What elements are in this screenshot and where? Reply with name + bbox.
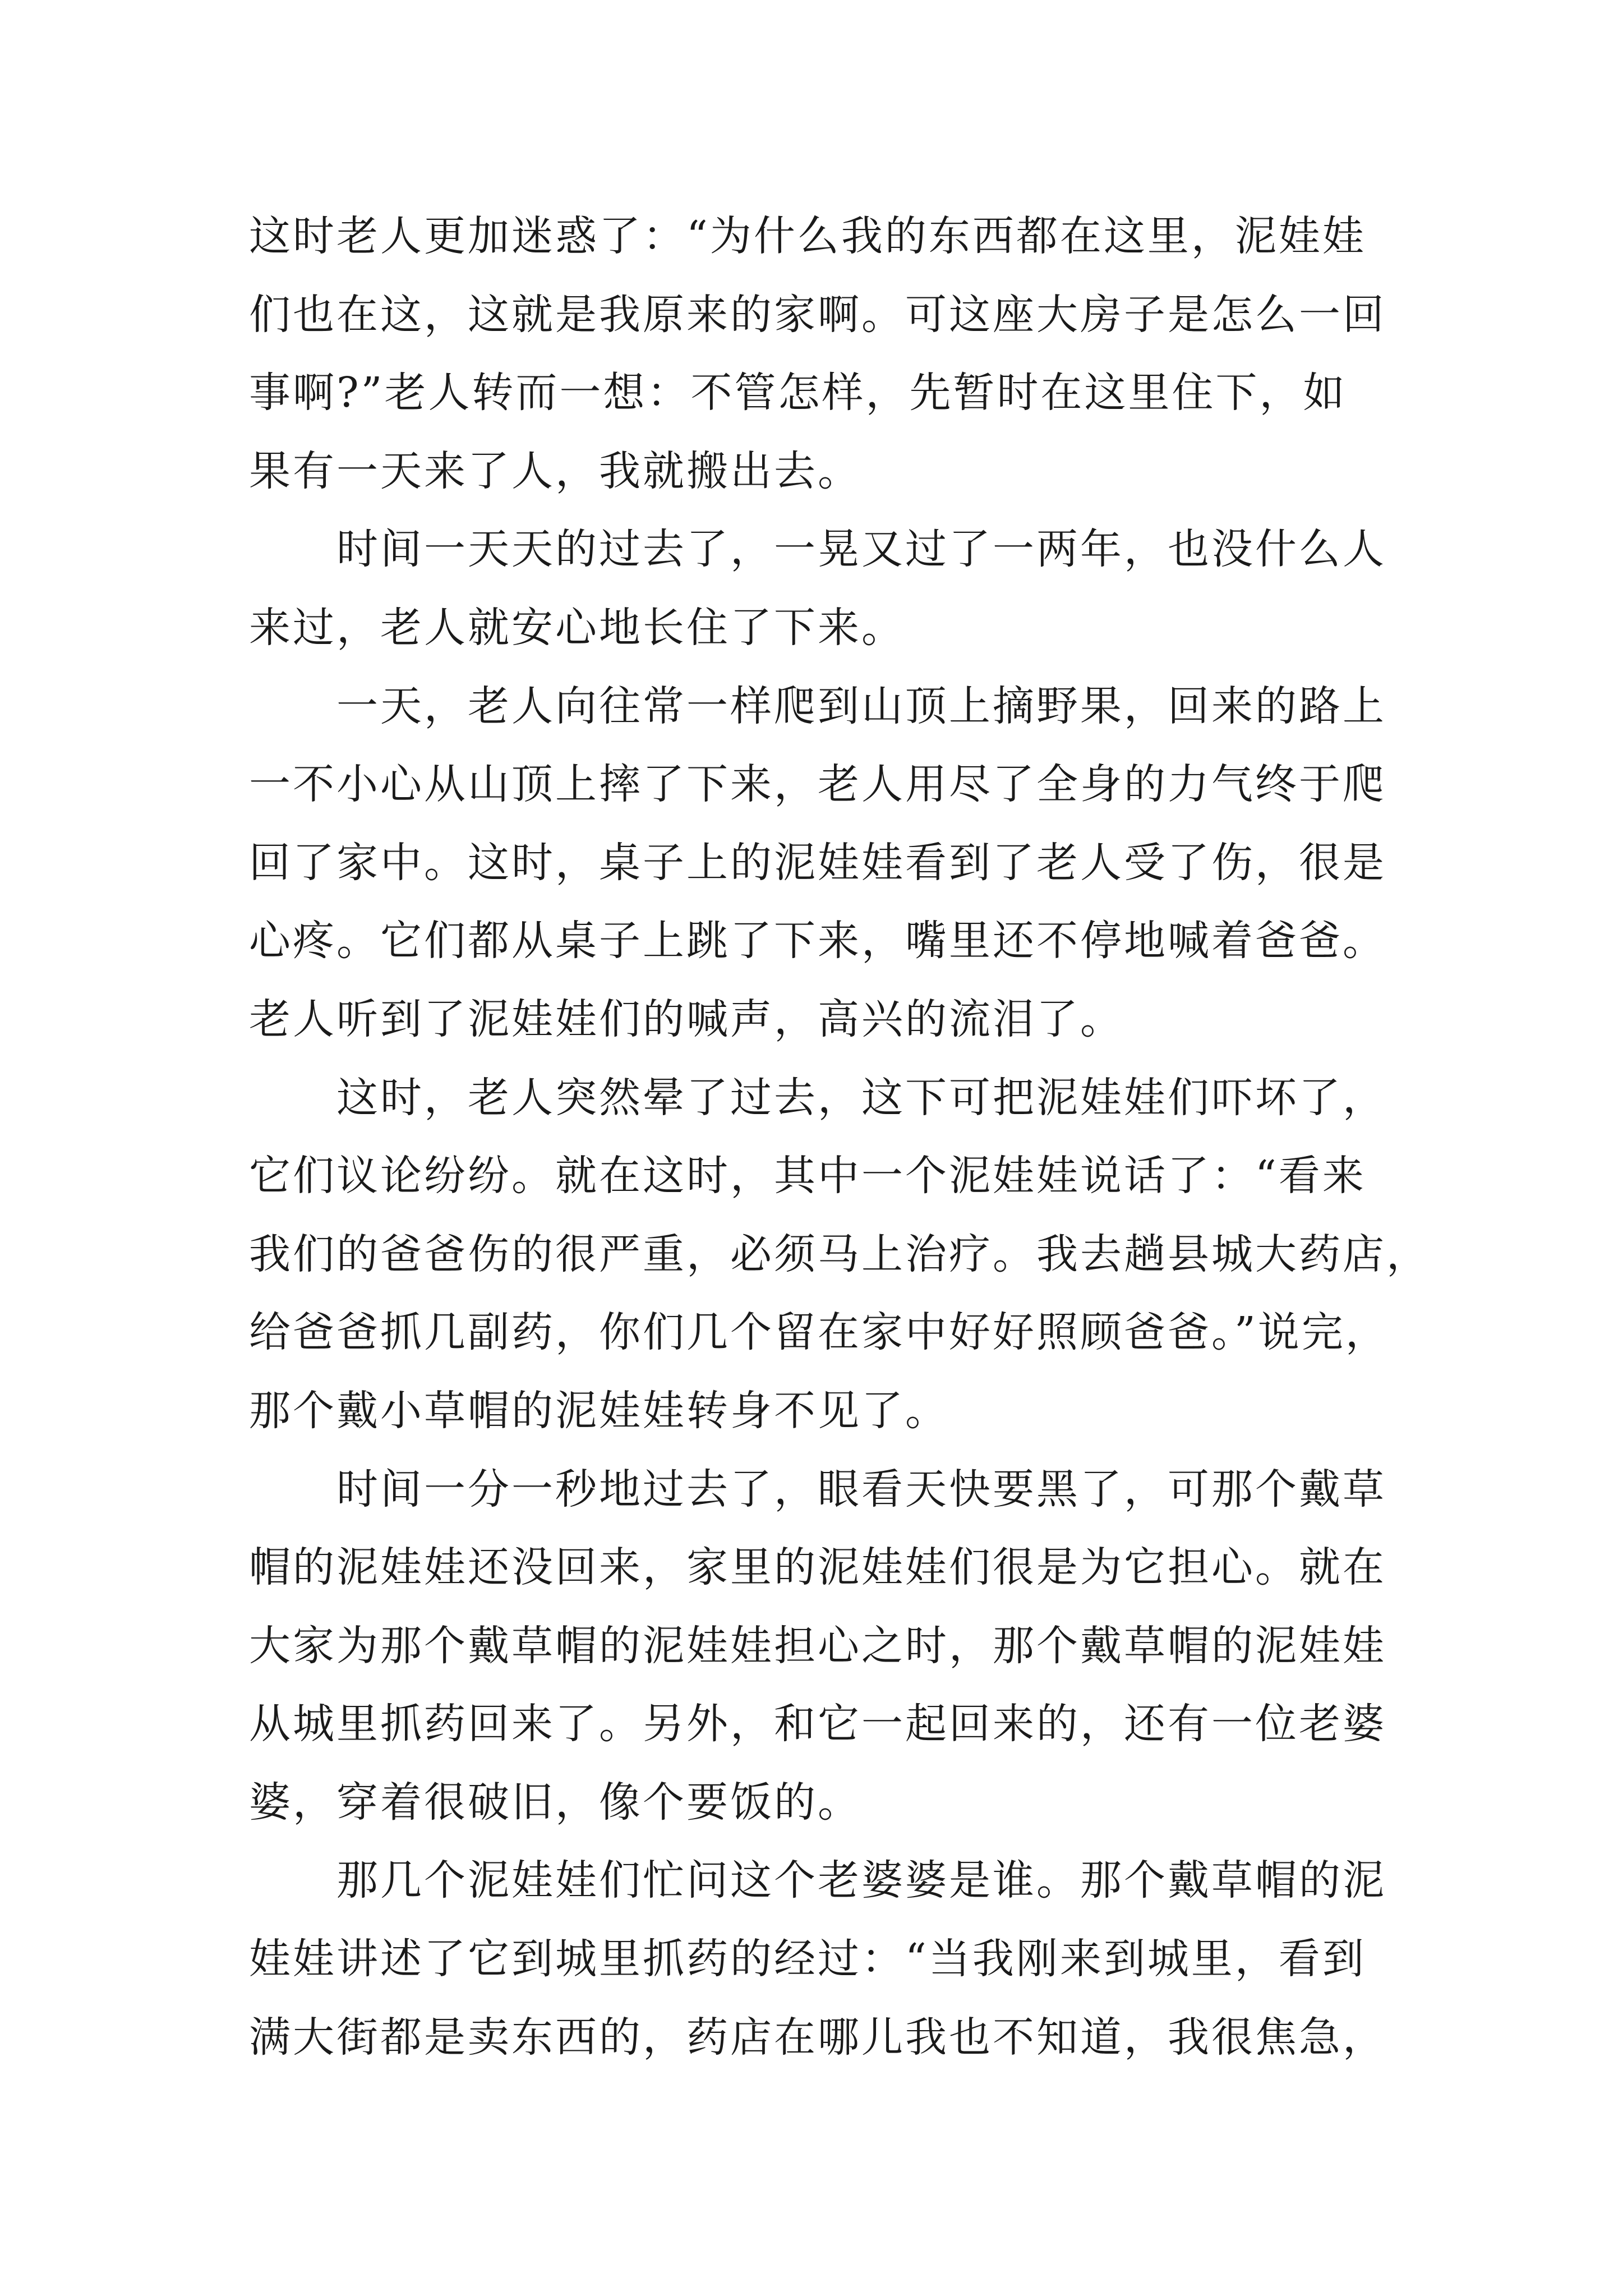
text-line: 老人听到了泥娃娃们的喊声，高兴的流泪了。 bbox=[249, 995, 1124, 1043]
text-line: 给爸爸抓几副药，你们几个留在家中好好照顾爸爸。”说完， bbox=[249, 1308, 1389, 1357]
text-line: 满大街都是卖东西的，药店在哪儿我也不知道，我很焦急， bbox=[249, 2013, 1386, 2062]
text-line: 帽的泥娃娃还没回来，家里的泥娃娃们很是为它担心。就在 bbox=[249, 1543, 1386, 1592]
paragraph-start-line: 那几个泥娃娃们忙问这个老婆婆是谁。那个戴草帽的泥 bbox=[336, 1856, 1386, 1905]
paragraph-start-line: 一天，老人向往常一样爬到山顶上摘野果，回来的路上 bbox=[336, 682, 1386, 730]
paragraph-start-line: 这时，老人突然晕了过去，这下可把泥娃娃们吓坏了， bbox=[336, 1073, 1386, 1122]
text-line: 们也在这，这就是我原来的家啊。可这座大房子是怎么一回 bbox=[249, 290, 1386, 339]
text-line: 婆，穿着很破旧，像个要饭的。 bbox=[249, 1778, 861, 1826]
text-line: 从城里抓药回来了。另外，和它一起回来的，还有一位老婆 bbox=[249, 1700, 1386, 1749]
text-line: 来过，老人就安心地长住了下来。 bbox=[249, 603, 905, 652]
text-line: 果有一天来了人，我就搬出去。 bbox=[249, 447, 861, 495]
text-line: 一不小心从山顶上摔了下来，老人用尽了全身的力气终于爬 bbox=[249, 760, 1386, 809]
text-line: 大家为那个戴草帽的泥娃娃担心之时，那个戴草帽的泥娃娃 bbox=[249, 1621, 1386, 1670]
paragraph-start-line: 时间一分一秒地过去了，眼看天快要黑了，可那个戴草 bbox=[336, 1465, 1386, 1513]
text-line: 娃娃讲述了它到城里抓药的经过：“当我刚来到城里，看到 bbox=[249, 1935, 1366, 1984]
paragraph-start-line: 时间一天天的过去了，一晃又过了一两年，也没什么人 bbox=[336, 525, 1386, 574]
text-line: 回了家中。这时，桌子上的泥娃娃看到了老人受了伤，很是 bbox=[249, 838, 1386, 887]
text-line: 它们议论纷纷。就在这时，其中一个泥娃娃说话了：“看来 bbox=[249, 1152, 1366, 1200]
text-line: 我们的爸爸伤的很严重，必须马上治疗。我去趟县城大药店， bbox=[249, 1230, 1430, 1278]
text-line: 那个戴小草帽的泥娃娃转身不见了。 bbox=[249, 1386, 949, 1435]
text-line: 这时老人更加迷惑了：“为什么我的东西都在这里，泥娃娃 bbox=[249, 212, 1366, 260]
story-text bbox=[249, 197, 1430, 2077]
text-line: 事啊?”老人转而一想：不管怎样，先暂时在这里住下，如 bbox=[249, 369, 1347, 417]
text-line: 心疼。它们都从桌子上跳了下来，嘴里还不停地喊着爸爸。 bbox=[249, 917, 1386, 965]
